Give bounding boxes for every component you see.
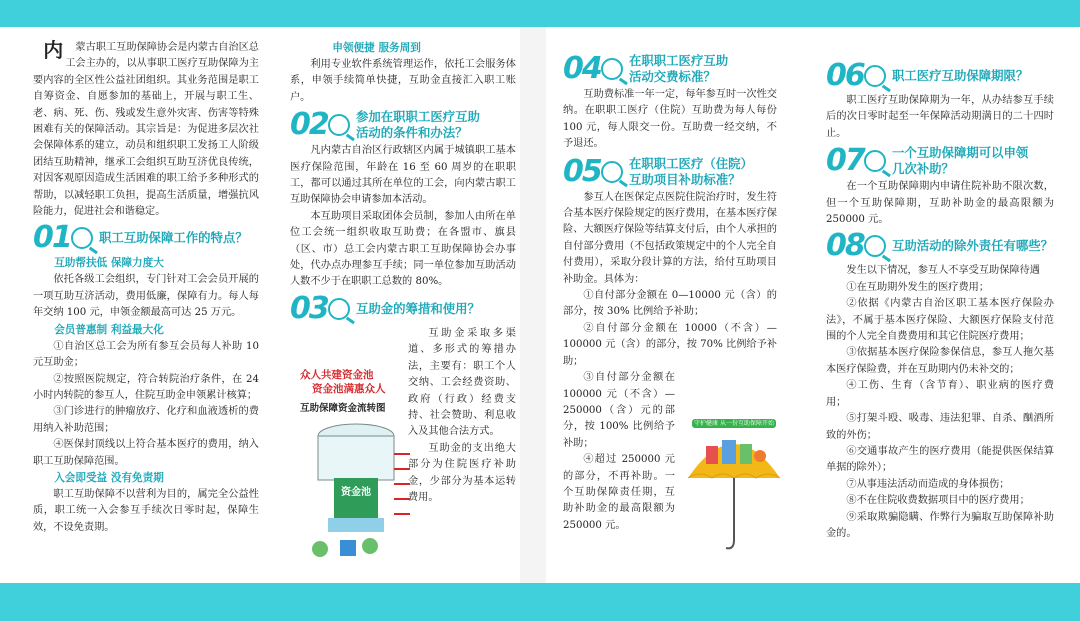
top-band — [0, 0, 1080, 27]
paragraph: 在一个互助保障期内申请住院补助不限次数，但一个互助保障期，互助补助金的最高限额为 250000 元。 — [826, 181, 1054, 226]
section-number: 04 — [563, 51, 601, 86]
section-title — [892, 145, 1028, 177]
column-4 — [826, 58, 1054, 542]
section-title-line: 几次补助？ — [892, 161, 954, 177]
search-magnifier-icon — [864, 235, 886, 257]
fund-pool-illustration — [300, 368, 412, 563]
paragraph: 凡内蒙古自治区行政辖区内属于城镇职工基本医疗保险范围，年龄在 16 至 60 周岁的在职职工，都可以通过其所在单位的工会，向内蒙古职工互助保障协会申请参加本活动。 — [290, 145, 516, 206]
paragraph: 本互助项目采取团体会员制，参加人由所在单位工会统一组织收取互助费；在各盟市、旗县（区、市）总工会内蒙古职工互助保障协会办事处，代办点办理参互手续；同一单位参加互助活动人数不少于在职职工总数的 80%。 — [290, 210, 516, 288]
paragraph: 互助金的支出绝大部分为住院医疗补助金，少部分为基本运转费用。 — [408, 442, 516, 503]
paragraph: 发生以下情况，参互人不享受互助保障待遇 — [846, 265, 1040, 277]
search-magnifier-icon — [864, 65, 886, 87]
section-number: 01 — [33, 220, 71, 256]
section-title: 职工互助保障工作的特点？ — [99, 230, 248, 246]
search-magnifier-icon — [601, 161, 623, 183]
search-magnifier-icon — [328, 298, 350, 320]
intro-text: 蒙古职工互助保障协会是内蒙古自治区总工会主办的，以从事职工医疗互助保障为主要内容的全区性公益社团组织。其业务范围是职工自筹资金、自愿参加的基础上，开展与职工生、老、病、死、伤、残或发生意外灾害、伤害等特殊困难有关的保障活动。其宗旨是：为促进多层次社会保障体系的建立，动员和组织职工发扬工人阶级团结互助精神，继承工会组织互助互济优良传统，对因客观原因造成生活困难的职工给予多种形式的帮助，以减轻职工负担，提高生活质量，增强抗风险能力，促进社会和谐稳定。 — [33, 42, 259, 218]
search-magnifier-icon — [328, 114, 350, 136]
section-title: 互助金的筹措和使用？ — [356, 300, 480, 316]
umbrella-banner: 守护健康 从一份互助保障开始 — [692, 419, 776, 428]
section-01-heading — [33, 220, 259, 256]
list-item: ⑥交通事故产生的医疗费用（能提供医保结算单据的除外）； — [826, 445, 1054, 474]
narrow-text-block — [563, 370, 675, 534]
subheading: 互助帮扶低 保障力度大 — [54, 257, 164, 270]
paragraph: ①自治区总工会为所有参互会员每人补助 10 元互助金； — [33, 340, 259, 369]
section-title — [356, 109, 480, 141]
list-item: ⑦从事违法活动而造成的身体损伤； — [846, 478, 1010, 490]
section-title-line: 互助项目补助标准？ — [629, 171, 741, 187]
section-number: 08 — [826, 228, 864, 264]
paragraph: 互助金采取多渠道、多形式的筹措办法，主要有：职工个人交纳、工会经费资助、政府（行政）经费支持、社会赞助、利息收入及其他合法方式。 — [408, 327, 516, 438]
section-title-line: 在职职工医疗（住院） — [629, 155, 753, 171]
section-title: 职工医疗互助保障期限？ — [892, 68, 1029, 83]
section-number: 07 — [826, 143, 864, 179]
section-08-heading — [826, 228, 1054, 264]
pool-label: 资金池 — [341, 487, 371, 498]
paragraph: 依托各级工会组织，专门针对工会会员开展的一项互助互济活动，费用低廉，保障有力。每人每年交纳 100 元，申领金额最高可达 25 万元。 — [33, 274, 259, 319]
search-magnifier-icon — [71, 227, 93, 249]
section-03-text — [408, 326, 516, 506]
list-item: ②依据《内蒙古自治区职工基本医疗保险办法》，不属于基本医疗保险、大额医疗保险支付范围的个人完全自费费用和其它住院医疗费用； — [826, 298, 1054, 343]
paragraph: ①自付部分金额在 0—10000 元（含）的部分，按 30% 比例给予补助； — [563, 290, 777, 318]
paragraph: ③自付部分金额在 100000 元（不含）—250000（含）元的部分，按 100% 比例给予补助； — [563, 372, 675, 449]
search-magnifier-icon — [601, 58, 623, 80]
slogan-line: 众人共建资金池 — [300, 369, 374, 381]
paragraph: ③门诊进行的肿瘤放疗、化疗和血液透析的费用纳入补助范围； — [33, 406, 259, 434]
search-magnifier-icon — [864, 150, 886, 172]
paragraph: ②按照医院规定，符合转院治疗条件，在 24 小时内转院的参互人，住院互助金申领累计核算； — [33, 373, 259, 401]
section-number: 06 — [826, 58, 864, 93]
paragraph: ④医保封顶线以上符合基本医疗的费用，纳入职工互助保障范围。 — [33, 439, 259, 467]
section-02-heading — [290, 109, 516, 141]
section-title-line: 参加在职职工医疗互助 — [356, 109, 480, 125]
section-title-line: 一个互助保障期可以申领 — [892, 145, 1029, 161]
section-03-heading — [290, 290, 516, 326]
paragraph: 职工互助保障不以营利为目的，属完全公益性质，职工统一入会参互手续次日零时起，保障生效，不设免责期。 — [33, 488, 259, 533]
list-item: ⑨采取欺骗隐瞒、作弊行为骗取互助保障补助金的。 — [826, 511, 1054, 539]
slogan-line: 资金池满惠众人 — [312, 383, 386, 395]
section-number: 02 — [290, 107, 328, 143]
section-title-line: 活动的条件和办法？ — [356, 125, 468, 141]
illustration-caption: 互助保障资金流转图 — [300, 403, 386, 414]
section-04-heading — [563, 53, 777, 85]
list-item: ①在互助期外发生的医疗费用； — [846, 281, 990, 293]
section-06-heading — [826, 58, 1054, 93]
paragraph: 参互人在医保定点医院住院治疗时，发生符合基本医疗保险规定的医疗费用，在基本医疗保险、大额医疗保险等结算支付后，由个人承担的自付部分费用（不包括政策规定中的个人完全自付费用），采取分段计算的方法，给付互助项目补助金。具体为： — [563, 191, 777, 285]
subheading: 会员普惠制 利益最大化 — [54, 323, 164, 336]
section-title: 互助活动的除外责任有哪些？ — [892, 238, 1054, 254]
section-07-heading — [826, 145, 1054, 177]
subheading: 申领便捷 服务周到 — [332, 42, 421, 54]
illustration-slogan — [300, 368, 412, 396]
list-item: ⑧不在住院收费数据项目中的医疗费用； — [846, 495, 1030, 507]
umbrella-icon — [684, 416, 784, 554]
paragraph: 利用专业软件系统管理运作，依托工会服务体系，申领手续简单快捷，互助金直接汇入职工账户。 — [290, 59, 516, 103]
section-number: 05 — [563, 153, 601, 189]
section-title-line: 在职职工医疗互助 — [629, 53, 729, 68]
section-title-line: 活动交费标准？ — [629, 69, 716, 84]
paragraph: ④超过 250000 元的部分，不再补助。一个互助保障责任期，互助补助金的最高限额为 250000 元。 — [563, 454, 675, 531]
section-05-heading — [563, 153, 777, 189]
list-item: ③依据基本医疗保险参保信息，参互人拖欠基本医疗保险费，并在互助期内仍未补交的； — [826, 347, 1054, 375]
paragraph: 职工医疗互助保障期为一年，从办结参互手续后的次日零时起至一年保障活动期满日的二十四时止。 — [826, 95, 1054, 139]
section-title — [629, 53, 728, 85]
umbrella-illustration — [684, 416, 784, 554]
column-1 — [33, 40, 259, 536]
bottom-band — [0, 583, 1080, 621]
list-item: ⑤打架斗殴、吸毒、违法犯罪、自杀、酗酒所致的外伤； — [826, 413, 1054, 441]
intro-paragraph — [33, 40, 259, 220]
paragraph: 互助费标准一年一定，每年参互时一次性交纳。在职职工医疗（住院）互助费为每人每份 100 元，每人限交一份。互助费一经交纳，不予退还。 — [563, 89, 777, 150]
subheading: 入会即受益 没有免责期 — [54, 471, 164, 484]
paragraph: ②自付部分金额在 10000（不含）—100000 元（含）的部分，按 70% 比例给予补助； — [563, 322, 777, 367]
list-item: ④工伤、生育（含节育）、职业病的医疗费用； — [826, 380, 1054, 408]
section-number: 03 — [290, 290, 328, 326]
fold-gap — [520, 27, 546, 583]
intro-drop-cap: 内 — [43, 38, 64, 62]
section-title — [629, 156, 753, 188]
